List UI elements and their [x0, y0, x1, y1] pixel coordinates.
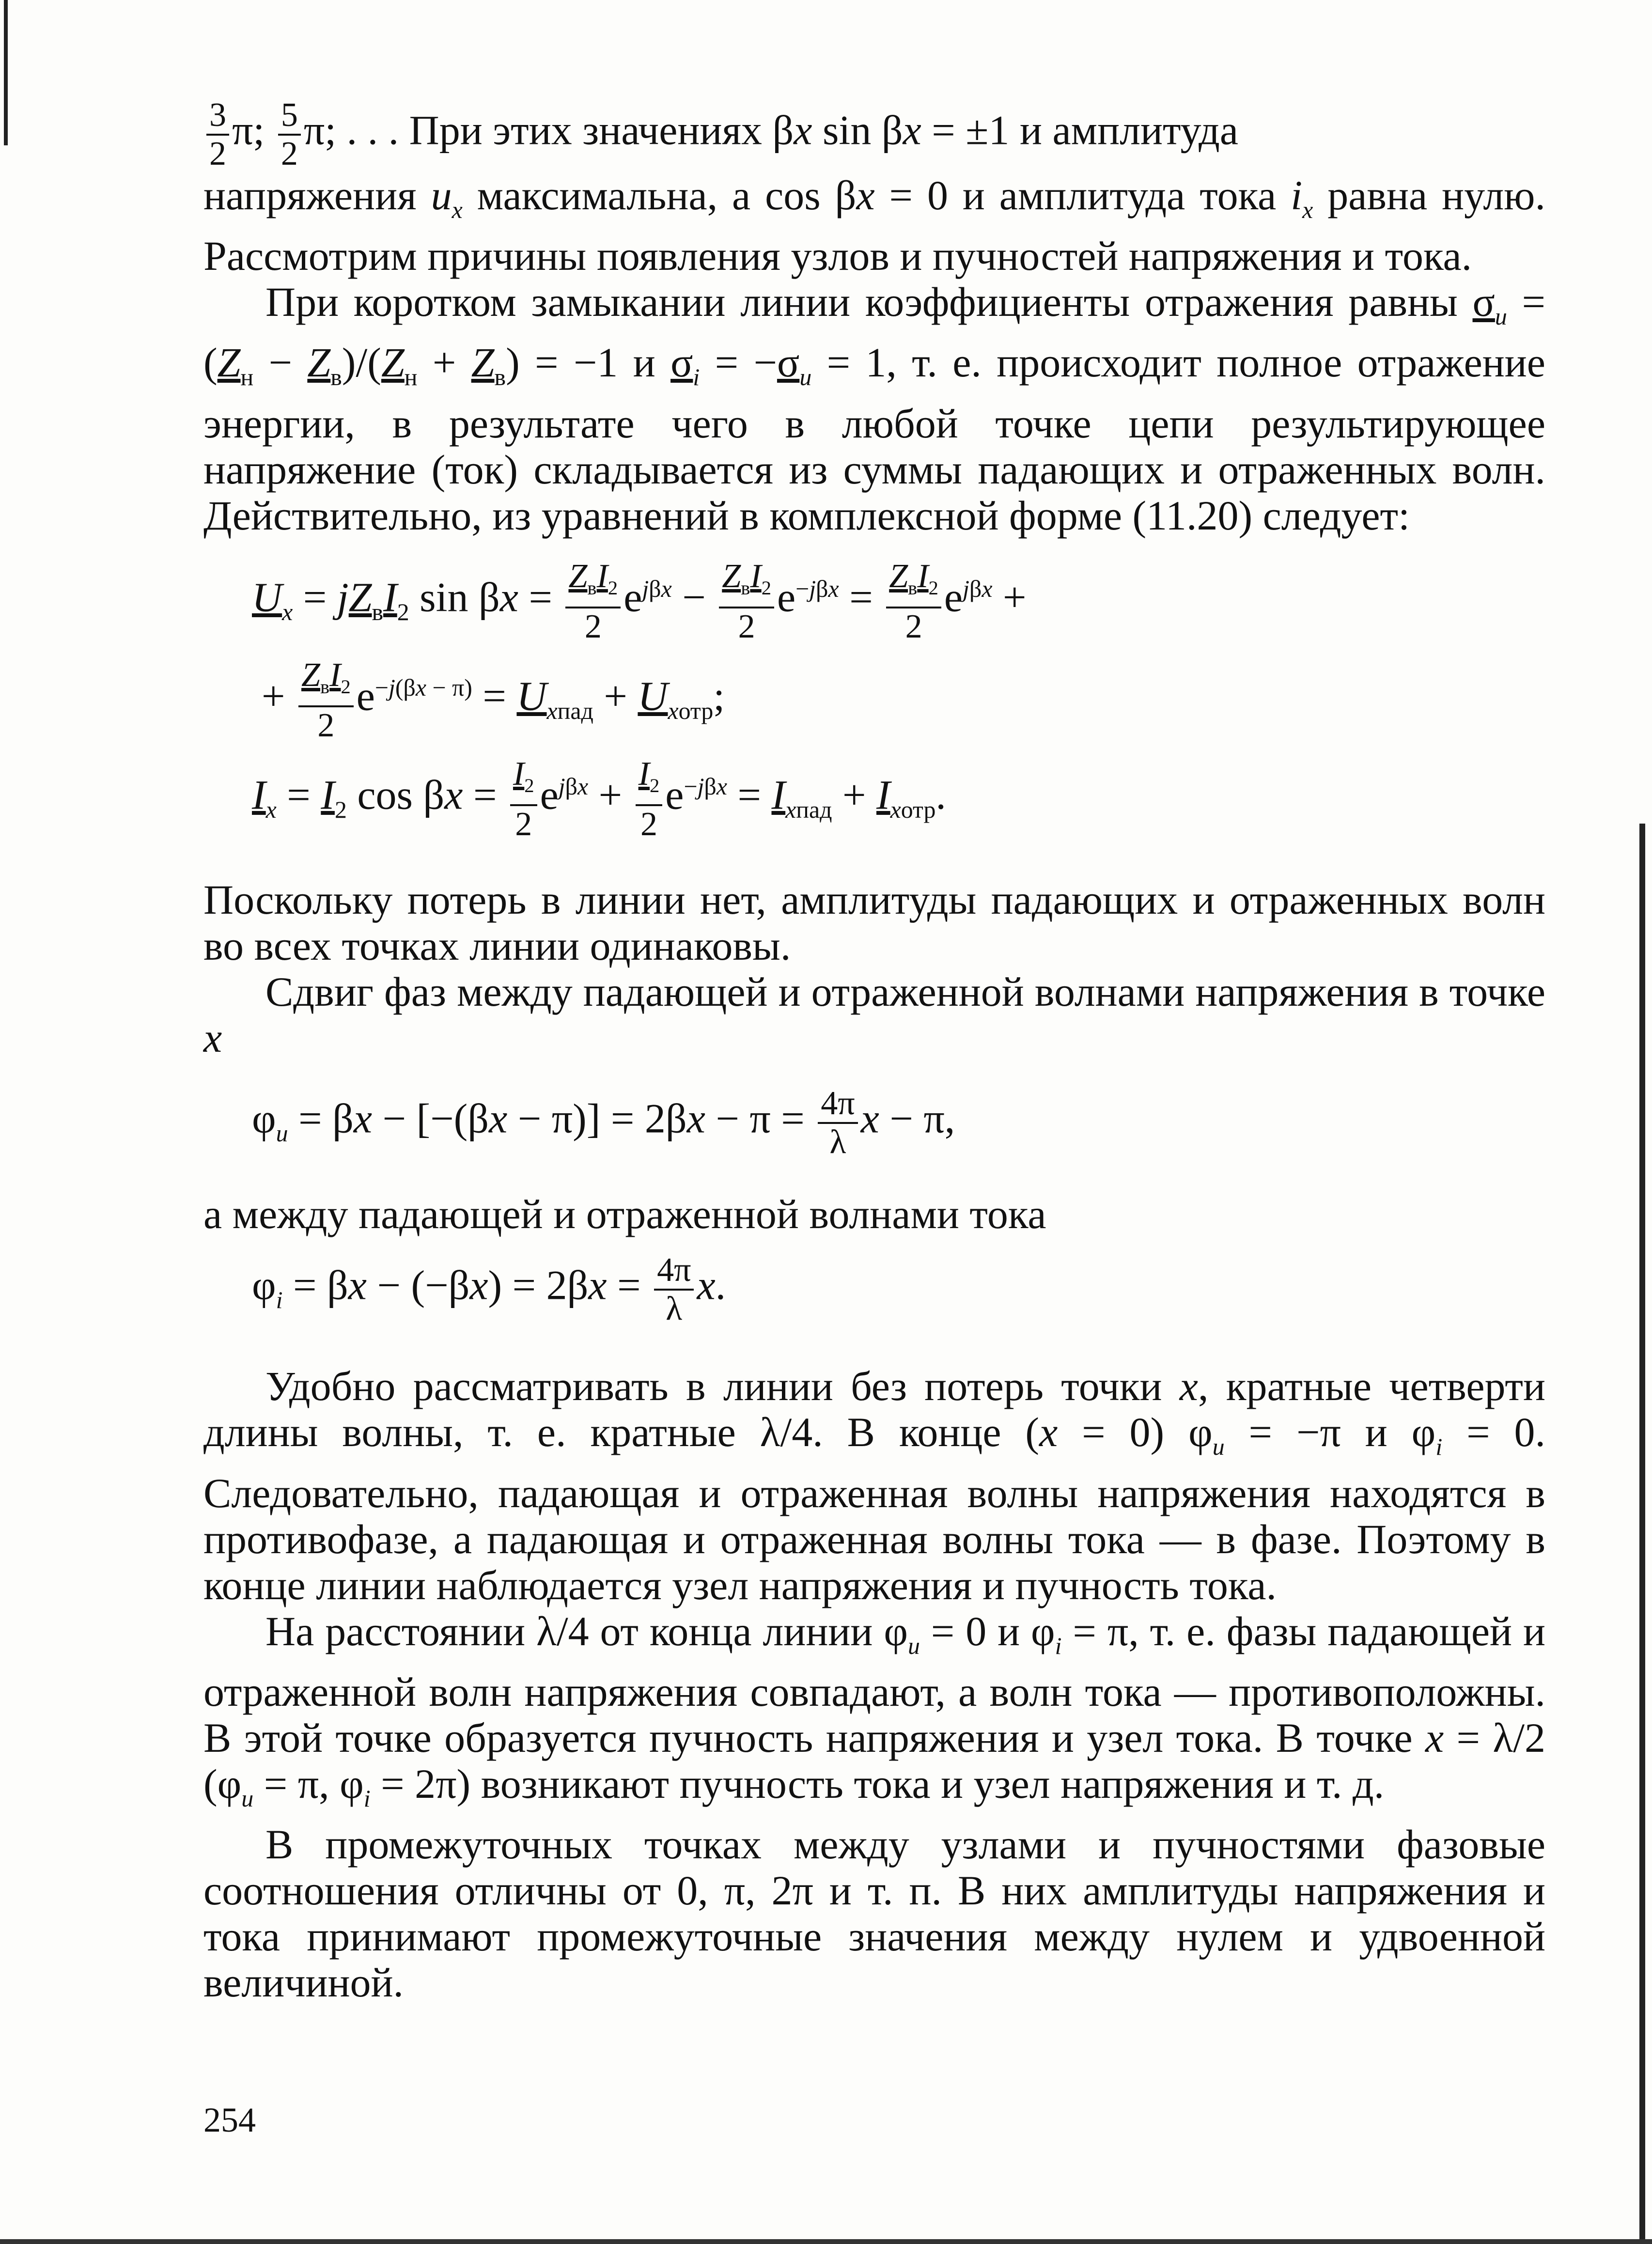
paragraph-4: Сдвиг фаз между падающей и отраженной волнами напряжения в точке x: [203, 968, 1545, 1061]
paragraph-8: В промежуточных точках между узлами и пучностями фазовые соотношения отличны от 0, π, 2π и т. п. В них амплитуды напряжения и тока принимают промежуточные значения между нулем и удвоенной величиной.: [203, 1821, 1545, 2006]
scan-edge-left: [4, 0, 8, 145]
paragraph-7: На расстоянии λ/4 от конца линии $\varphi_u = 0$ и $\varphi_i = \pi$, т. е. фазы падающей и отраженной волн напряжения совпадают, а волн тока — противоположны. В этой точке образуется пучность напряжения и узел тока. В точке x = λ/2 ($\varphi_u = \pi$, $\varphi_i = 2\pi$) возникают пучность тока и узел напряжения и т. д.: [203, 1607, 1546, 1812]
page-number: 254: [203, 2101, 256, 2139]
paragraph-1-line-1: $\frac{3}{2}$ π; $\frac{5}{2}$ π; . . . При этих значениях βx sin βx = ±1 и амплитуда: [203, 97, 1545, 172]
scan-edge-right: [1639, 824, 1645, 2244]
page-body: [203, 97, 1545, 2006]
fraction-5-2: $\frac{5}{2}$: [278, 97, 301, 172]
paragraph-1: напряжения $u_x$ максимальна, а cos βx = 0 и амплитуда тока $i_x$ равна нулю. Рассмотрим причины появления узлов и пучностей напряжения и тока.: [203, 172, 1546, 280]
equation-ux: $U_x = jZ_вI_2$ sin βx = $\frac{Z_вI_2}{2}$ $e^{j\beta x}$ − $\frac{Z_вI_2}{2}$ $e^{-j\beta x}$ = $\frac{Z_вI_2}{2}$ $e^{j\beta x}$ +: [252, 557, 1027, 645]
scan-edge-bottom: [0, 2239, 1652, 2244]
equation-phi-u: $\varphi_u = \beta x - [-(\beta x - \pi)] = 2\beta x - \pi$ = $\frac{4\pi}{\lambda}$ x − π,: [252, 1084, 955, 1161]
equation-ix: $I_x = I_2$ cos βx = $\frac{I_2}{2}$ $e^{j\beta x}$ + $\frac{I_2}{2}$ $e^{-j\beta x} = I_{xпад} + I_{xотр}$.: [252, 755, 946, 843]
paragraph-6: Удобно рассматривать в линии без потерь точки x, кратные четверти длины волны, т. е. кратные λ/4. В конце (x = 0) $\varphi_u = -\pi$ и $\varphi_i = 0$. Следовательно, падающая и отраженная волны напряжения находятся в противофазе, а падающая и отраженная волны тока — в фазе. Поэтому в конце линии наблюдается узел напряжения и пучность тока.: [203, 1363, 1545, 1608]
equation-phi-i: $\varphi_i = \beta x - (-\beta x) = 2\beta x$ = $\frac{4\pi}{\lambda}$ x.: [252, 1251, 726, 1328]
equation-block-1: [203, 558, 1545, 843]
equation-ux-continued: + $\frac{Z_вI_2}{2}$ $e^{-j(\beta x - \pi)} = U_{xпад} + U_{xотр}$;: [262, 656, 725, 744]
paragraph-5: а между падающей и отраженной волнами тока: [203, 1191, 1046, 1238]
paragraph-2: При коротком замыкании линии коэффициенты отражения равны $\sigma_u = (Z_н - Z_в)/(Z_н + Z_в) = -1$ и $\sigma_i = -\sigma_u = 1$, т. е. происходит полное отражение энергии, в результате чего в любой точке цепи результирующее напряжение (ток) складывается из суммы падающих и отраженных волн. Действительно, из уравнений в комплексной форме (11.20) следует:: [203, 279, 1545, 539]
paragraph-3: Поскольку потерь в линии нет, амплитуды падающих и отраженных волн во всех точках линии одинаковы.: [203, 876, 1545, 969]
fraction-3-2: $\frac{3}{2}$: [206, 97, 229, 172]
